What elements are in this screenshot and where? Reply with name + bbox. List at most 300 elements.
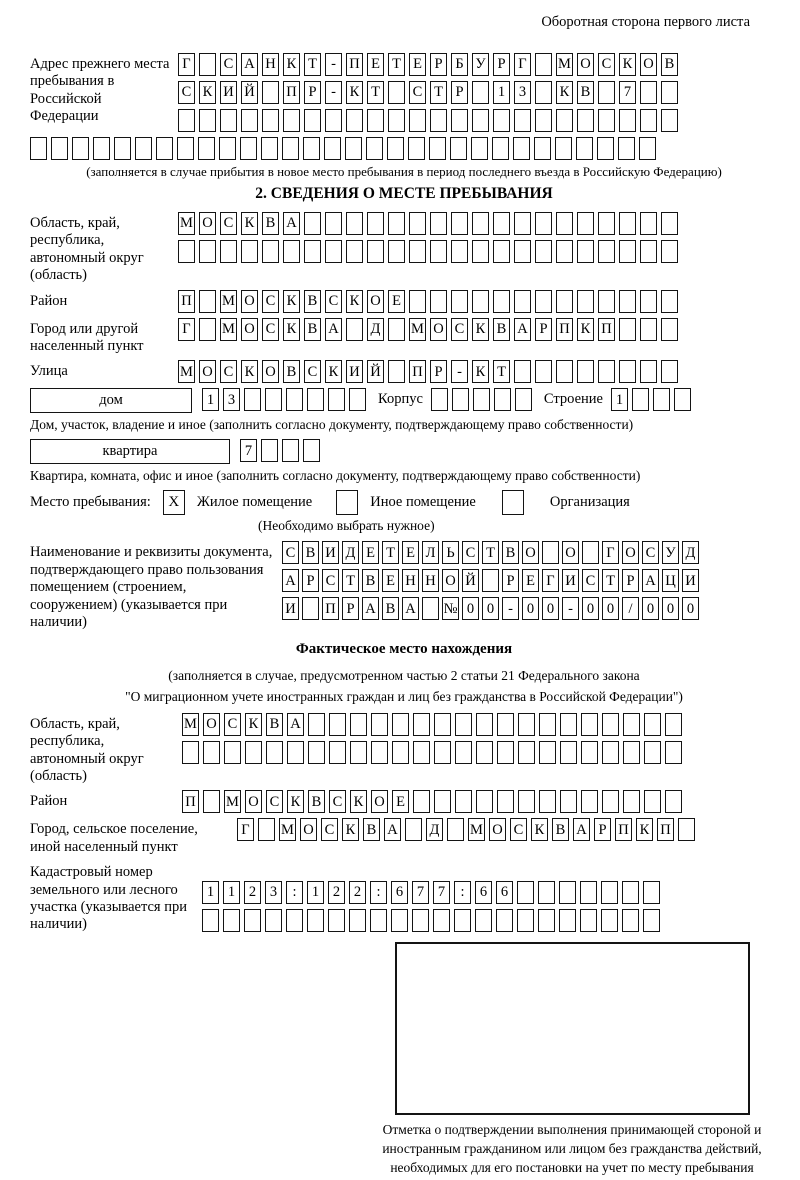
form-cell[interactable]: С — [409, 81, 426, 104]
form-cell[interactable]: М — [178, 212, 195, 235]
form-cell[interactable] — [539, 713, 556, 736]
form-cell[interactable]: - — [451, 360, 468, 383]
form-cell[interactable]: О — [241, 318, 258, 341]
form-cell[interactable]: Т — [388, 53, 405, 76]
form-cell[interactable] — [535, 109, 552, 132]
form-cell[interactable] — [114, 137, 131, 160]
form-cell[interactable] — [262, 240, 279, 263]
form-cell[interactable]: К — [245, 713, 262, 736]
form-cell[interactable]: О — [262, 360, 279, 383]
form-cell[interactable]: Р — [430, 53, 447, 76]
form-cell[interactable]: О — [199, 360, 216, 383]
form-cell[interactable]: 0 — [542, 597, 559, 620]
form-cell[interactable]: Т — [493, 360, 510, 383]
form-cell[interactable] — [471, 137, 488, 160]
form-cell[interactable] — [644, 790, 661, 813]
form-cell[interactable]: К — [287, 790, 304, 813]
form-cell[interactable] — [492, 137, 509, 160]
form-cell[interactable] — [307, 909, 324, 932]
form-cell[interactable] — [598, 290, 615, 313]
form-cell[interactable]: Д — [367, 318, 384, 341]
form-cell[interactable] — [199, 53, 216, 76]
form-cell[interactable] — [388, 240, 405, 263]
form-cell[interactable]: В — [552, 818, 569, 841]
form-cell[interactable] — [539, 741, 556, 764]
form-cell[interactable] — [370, 909, 387, 932]
form-cell[interactable] — [661, 318, 678, 341]
form-cell[interactable] — [304, 109, 321, 132]
form-cell[interactable]: Т — [482, 541, 499, 564]
form-cell[interactable] — [286, 388, 303, 411]
form-cell[interactable] — [602, 713, 619, 736]
form-cell[interactable]: М — [279, 818, 296, 841]
form-cell[interactable] — [199, 109, 216, 132]
form-cell[interactable] — [517, 909, 534, 932]
form-cell[interactable]: О — [622, 541, 639, 564]
form-cell[interactable]: А — [514, 318, 531, 341]
form-cell[interactable]: О — [199, 212, 216, 235]
form-cell[interactable]: В — [502, 541, 519, 564]
form-cell[interactable]: К — [342, 818, 359, 841]
form-cell[interactable] — [640, 290, 657, 313]
form-cell[interactable] — [622, 909, 639, 932]
form-cell[interactable] — [413, 741, 430, 764]
form-cell[interactable] — [560, 713, 577, 736]
form-cell[interactable] — [308, 741, 325, 764]
form-cell[interactable] — [199, 290, 216, 313]
form-cell[interactable]: О — [430, 318, 447, 341]
form-cell[interactable] — [560, 790, 577, 813]
form-cell[interactable]: 3 — [223, 388, 240, 411]
form-cell[interactable]: С — [262, 290, 279, 313]
form-cell[interactable] — [244, 909, 261, 932]
form-cell[interactable]: Г — [178, 318, 195, 341]
form-cell[interactable] — [518, 713, 535, 736]
form-cell[interactable]: Г — [542, 569, 559, 592]
form-cell[interactable]: У — [662, 541, 679, 564]
form-cell[interactable] — [661, 360, 678, 383]
form-cell[interactable] — [367, 240, 384, 263]
form-cell[interactable]: О — [371, 790, 388, 813]
form-cell[interactable] — [535, 81, 552, 104]
form-cell[interactable]: С — [451, 318, 468, 341]
form-cell[interactable]: П — [598, 318, 615, 341]
form-cell[interactable] — [434, 741, 451, 764]
form-cell[interactable]: С — [266, 790, 283, 813]
form-cell[interactable] — [203, 790, 220, 813]
form-cell[interactable] — [622, 881, 639, 904]
form-cell[interactable]: Д — [426, 818, 443, 841]
form-cell[interactable] — [619, 240, 636, 263]
form-cell[interactable] — [472, 81, 489, 104]
form-cell[interactable] — [472, 290, 489, 313]
form-cell[interactable]: И — [220, 81, 237, 104]
form-cell[interactable]: С — [262, 318, 279, 341]
form-cell[interactable]: - — [325, 53, 342, 76]
form-cell[interactable] — [220, 109, 237, 132]
form-cell[interactable]: С — [178, 81, 195, 104]
form-cell[interactable]: А — [642, 569, 659, 592]
form-cell[interactable] — [556, 212, 573, 235]
form-cell[interactable] — [409, 240, 426, 263]
form-cell[interactable] — [244, 388, 261, 411]
form-cell[interactable] — [514, 360, 531, 383]
form-cell[interactable] — [283, 240, 300, 263]
form-cell[interactable] — [202, 909, 219, 932]
form-cell[interactable]: С — [582, 569, 599, 592]
form-cell[interactable]: Т — [304, 53, 321, 76]
form-cell[interactable]: : — [454, 881, 471, 904]
form-cell[interactable] — [577, 212, 594, 235]
form-cell[interactable]: 1 — [611, 388, 628, 411]
form-cell[interactable]: И — [282, 597, 299, 620]
form-cell[interactable] — [199, 318, 216, 341]
form-cell[interactable] — [602, 741, 619, 764]
form-cell[interactable]: Р — [430, 360, 447, 383]
form-cell[interactable]: С — [598, 53, 615, 76]
form-cell[interactable] — [308, 713, 325, 736]
form-cell[interactable]: В — [363, 818, 380, 841]
form-cell[interactable] — [392, 713, 409, 736]
form-cell[interactable] — [93, 137, 110, 160]
form-cell[interactable]: 0 — [642, 597, 659, 620]
form-cell[interactable]: И — [682, 569, 699, 592]
checkbox-other-premises[interactable] — [336, 490, 358, 515]
form-cell[interactable]: К — [556, 81, 573, 104]
form-cell[interactable] — [262, 109, 279, 132]
form-cell[interactable] — [497, 790, 514, 813]
form-cell[interactable]: М — [468, 818, 485, 841]
form-cell[interactable] — [282, 439, 299, 462]
checkbox-organization[interactable] — [502, 490, 524, 515]
form-cell[interactable] — [678, 818, 695, 841]
form-cell[interactable] — [282, 137, 299, 160]
form-cell[interactable]: Т — [382, 541, 399, 564]
form-cell[interactable] — [623, 713, 640, 736]
form-cell[interactable]: Д — [682, 541, 699, 564]
form-cell[interactable]: 0 — [462, 597, 479, 620]
form-cell[interactable]: Н — [262, 53, 279, 76]
form-cell[interactable] — [472, 212, 489, 235]
form-cell[interactable] — [304, 240, 321, 263]
form-cell[interactable]: 6 — [475, 881, 492, 904]
form-cell[interactable]: Е — [402, 541, 419, 564]
form-cell[interactable] — [182, 741, 199, 764]
form-cell[interactable] — [674, 388, 691, 411]
form-cell[interactable] — [619, 360, 636, 383]
form-cell[interactable] — [556, 109, 573, 132]
form-cell[interactable] — [307, 388, 324, 411]
form-cell[interactable]: В — [302, 541, 319, 564]
form-cell[interactable]: 0 — [602, 597, 619, 620]
form-cell[interactable]: А — [325, 318, 342, 341]
form-cell[interactable] — [581, 741, 598, 764]
form-cell[interactable] — [409, 290, 426, 313]
form-cell[interactable] — [640, 318, 657, 341]
form-cell[interactable] — [601, 881, 618, 904]
form-cell[interactable] — [476, 713, 493, 736]
form-cell[interactable]: : — [286, 881, 303, 904]
form-cell[interactable] — [451, 290, 468, 313]
form-cell[interactable] — [349, 909, 366, 932]
form-cell[interactable]: П — [178, 290, 195, 313]
form-cell[interactable]: Н — [402, 569, 419, 592]
form-cell[interactable] — [556, 290, 573, 313]
form-cell[interactable] — [367, 212, 384, 235]
form-cell[interactable]: 2 — [349, 881, 366, 904]
form-cell[interactable]: К — [619, 53, 636, 76]
form-cell[interactable] — [472, 109, 489, 132]
form-cell[interactable] — [665, 713, 682, 736]
form-cell[interactable]: К — [241, 360, 258, 383]
form-cell[interactable]: А — [282, 569, 299, 592]
form-cell[interactable]: М — [409, 318, 426, 341]
form-cell[interactable] — [451, 109, 468, 132]
form-cell[interactable]: Е — [409, 53, 426, 76]
form-cell[interactable] — [392, 741, 409, 764]
form-cell[interactable]: 7 — [240, 439, 257, 462]
form-cell[interactable]: 6 — [496, 881, 513, 904]
form-cell[interactable]: Т — [430, 81, 447, 104]
form-cell[interactable] — [286, 909, 303, 932]
form-cell[interactable] — [391, 909, 408, 932]
form-cell[interactable] — [434, 713, 451, 736]
form-cell[interactable] — [283, 109, 300, 132]
form-cell[interactable] — [371, 741, 388, 764]
form-cell[interactable] — [346, 212, 363, 235]
form-cell[interactable]: Ь — [442, 541, 459, 564]
form-cell[interactable] — [514, 212, 531, 235]
form-cell[interactable] — [177, 137, 194, 160]
form-cell[interactable] — [619, 290, 636, 313]
form-cell[interactable] — [409, 212, 426, 235]
form-cell[interactable] — [450, 137, 467, 160]
form-cell[interactable]: Д — [342, 541, 359, 564]
form-cell[interactable] — [601, 909, 618, 932]
form-cell[interactable] — [619, 109, 636, 132]
form-cell[interactable]: 3 — [514, 81, 531, 104]
form-cell[interactable] — [350, 741, 367, 764]
form-cell[interactable]: И — [322, 541, 339, 564]
form-cell[interactable]: 7 — [412, 881, 429, 904]
form-cell[interactable] — [653, 388, 670, 411]
form-cell[interactable]: Е — [522, 569, 539, 592]
form-cell[interactable]: В — [308, 790, 325, 813]
form-cell[interactable] — [640, 81, 657, 104]
form-cell[interactable]: С — [220, 53, 237, 76]
form-cell[interactable] — [473, 388, 490, 411]
form-cell[interactable] — [455, 790, 472, 813]
form-cell[interactable]: Е — [362, 541, 379, 564]
form-cell[interactable]: К — [636, 818, 653, 841]
form-cell[interactable] — [431, 388, 448, 411]
form-cell[interactable] — [661, 81, 678, 104]
form-cell[interactable] — [203, 741, 220, 764]
form-cell[interactable]: М — [178, 360, 195, 383]
form-cell[interactable] — [582, 541, 599, 564]
form-cell[interactable]: С — [282, 541, 299, 564]
form-cell[interactable]: К — [283, 290, 300, 313]
form-cell[interactable]: И — [562, 569, 579, 592]
form-cell[interactable]: В — [283, 360, 300, 383]
form-cell[interactable] — [639, 137, 656, 160]
form-cell[interactable]: / — [622, 597, 639, 620]
form-cell[interactable] — [413, 713, 430, 736]
form-cell[interactable]: 7 — [433, 881, 450, 904]
form-cell[interactable] — [623, 790, 640, 813]
form-cell[interactable] — [388, 360, 405, 383]
form-cell[interactable]: 1 — [223, 881, 240, 904]
form-cell[interactable]: О — [367, 290, 384, 313]
form-cell[interactable]: О — [245, 790, 262, 813]
form-cell[interactable] — [409, 109, 426, 132]
form-cell[interactable] — [241, 240, 258, 263]
form-cell[interactable] — [598, 360, 615, 383]
checkbox-residential-premises[interactable]: X — [163, 490, 185, 515]
form-cell[interactable] — [262, 81, 279, 104]
form-cell[interactable] — [598, 81, 615, 104]
form-cell[interactable]: Р — [493, 53, 510, 76]
form-cell[interactable]: Й — [462, 569, 479, 592]
form-cell[interactable] — [223, 909, 240, 932]
form-cell[interactable] — [539, 790, 556, 813]
form-cell[interactable]: М — [556, 53, 573, 76]
form-cell[interactable] — [619, 318, 636, 341]
form-cell[interactable]: О — [300, 818, 317, 841]
form-cell[interactable] — [178, 109, 195, 132]
form-cell[interactable] — [661, 109, 678, 132]
form-cell[interactable]: К — [283, 318, 300, 341]
form-cell[interactable]: 0 — [482, 597, 499, 620]
form-cell[interactable]: Р — [502, 569, 519, 592]
form-cell[interactable] — [408, 137, 425, 160]
form-cell[interactable] — [245, 741, 262, 764]
form-cell[interactable] — [346, 240, 363, 263]
form-cell[interactable] — [661, 212, 678, 235]
form-cell[interactable]: К — [325, 360, 342, 383]
form-cell[interactable]: Т — [602, 569, 619, 592]
form-cell[interactable]: К — [283, 53, 300, 76]
form-cell[interactable] — [580, 909, 597, 932]
form-cell[interactable] — [577, 240, 594, 263]
form-cell[interactable] — [198, 137, 215, 160]
form-cell[interactable]: М — [224, 790, 241, 813]
form-cell[interactable] — [513, 137, 530, 160]
form-cell[interactable] — [640, 240, 657, 263]
form-cell[interactable]: В — [304, 318, 321, 341]
form-cell[interactable]: П — [182, 790, 199, 813]
form-cell[interactable]: Г — [514, 53, 531, 76]
form-cell[interactable]: Г — [237, 818, 254, 841]
form-cell[interactable] — [644, 713, 661, 736]
form-cell[interactable]: 1 — [493, 81, 510, 104]
form-cell[interactable] — [455, 741, 472, 764]
form-cell[interactable]: С — [462, 541, 479, 564]
form-cell[interactable] — [265, 388, 282, 411]
form-cell[interactable]: Й — [241, 81, 258, 104]
form-cell[interactable]: К — [346, 290, 363, 313]
form-cell[interactable]: С — [325, 290, 342, 313]
form-cell[interactable] — [577, 290, 594, 313]
form-cell[interactable]: Р — [451, 81, 468, 104]
form-cell[interactable]: П — [657, 818, 674, 841]
form-cell[interactable]: 2 — [328, 881, 345, 904]
form-cell[interactable]: А — [573, 818, 590, 841]
form-cell[interactable]: В — [382, 597, 399, 620]
form-cell[interactable]: Г — [602, 541, 619, 564]
form-cell[interactable]: Т — [342, 569, 359, 592]
form-cell[interactable] — [345, 137, 362, 160]
form-cell[interactable]: Е — [382, 569, 399, 592]
form-cell[interactable] — [413, 790, 430, 813]
form-cell[interactable]: К — [350, 790, 367, 813]
form-cell[interactable]: А — [362, 597, 379, 620]
form-cell[interactable] — [555, 137, 572, 160]
form-cell[interactable] — [302, 597, 319, 620]
form-cell[interactable] — [581, 713, 598, 736]
form-cell[interactable] — [598, 109, 615, 132]
form-cell[interactable] — [497, 713, 514, 736]
form-cell[interactable]: У — [472, 53, 489, 76]
form-cell[interactable] — [430, 212, 447, 235]
form-cell[interactable] — [30, 137, 47, 160]
form-cell[interactable] — [556, 240, 573, 263]
form-cell[interactable]: Е — [388, 290, 405, 313]
form-cell[interactable] — [387, 137, 404, 160]
form-cell[interactable]: 0 — [582, 597, 599, 620]
form-cell[interactable]: С — [220, 212, 237, 235]
form-cell[interactable]: Г — [178, 53, 195, 76]
form-cell[interactable] — [452, 388, 469, 411]
form-cell[interactable] — [640, 360, 657, 383]
form-cell[interactable] — [560, 741, 577, 764]
form-cell[interactable]: С — [322, 569, 339, 592]
form-cell[interactable] — [367, 109, 384, 132]
form-cell[interactable] — [371, 713, 388, 736]
form-cell[interactable]: Р — [535, 318, 552, 341]
form-cell[interactable]: К — [472, 360, 489, 383]
form-cell[interactable] — [598, 212, 615, 235]
form-cell[interactable] — [665, 790, 682, 813]
form-cell[interactable] — [346, 109, 363, 132]
form-cell[interactable] — [623, 741, 640, 764]
form-cell[interactable] — [559, 909, 576, 932]
form-cell[interactable] — [422, 597, 439, 620]
form-cell[interactable] — [619, 212, 636, 235]
form-cell[interactable] — [325, 212, 342, 235]
form-cell[interactable]: Ц — [662, 569, 679, 592]
form-cell[interactable] — [329, 741, 346, 764]
form-cell[interactable] — [451, 212, 468, 235]
form-cell[interactable] — [577, 109, 594, 132]
form-cell[interactable]: : — [370, 881, 387, 904]
form-cell[interactable]: И — [346, 360, 363, 383]
form-cell[interactable] — [535, 240, 552, 263]
form-cell[interactable] — [493, 212, 510, 235]
form-cell[interactable] — [430, 240, 447, 263]
form-cell[interactable]: П — [322, 597, 339, 620]
form-cell[interactable] — [447, 818, 464, 841]
form-cell[interactable] — [534, 137, 551, 160]
form-cell[interactable]: - — [562, 597, 579, 620]
form-cell[interactable] — [135, 137, 152, 160]
form-cell[interactable]: 1 — [202, 881, 219, 904]
form-cell[interactable] — [346, 318, 363, 341]
form-cell[interactable] — [542, 541, 559, 564]
form-cell[interactable] — [451, 240, 468, 263]
form-cell[interactable]: 0 — [522, 597, 539, 620]
form-cell[interactable]: К — [346, 81, 363, 104]
